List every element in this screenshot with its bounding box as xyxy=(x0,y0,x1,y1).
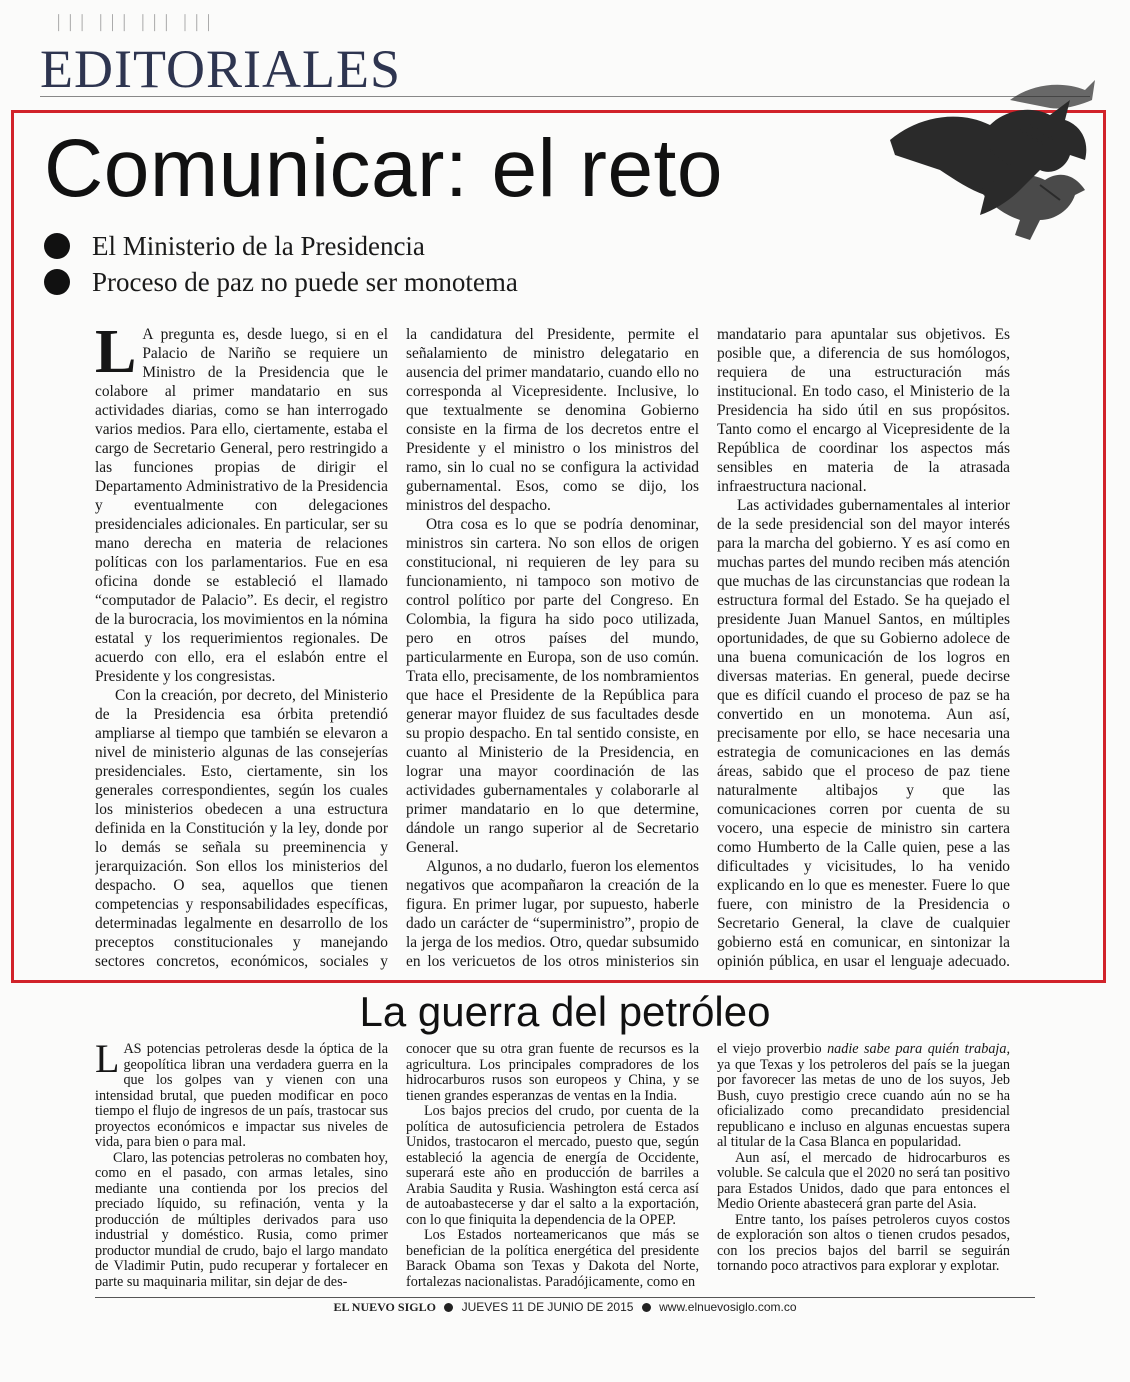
paragraph: Los bajos precios del crudo, por cuenta de la política de autosuficiencia petrolera de Estados Unidos, trastocaron el mercado, puesto que, según estableció la agencia de energía de Occidente, superará este año en producción de barriles a Arabia Saudita y Rusia. Washington está cerca así de autoabastecerse y dar el salto a la exportación, con lo que finiquita la dependencia de la OPEP. xyxy=(406,1103,699,1228)
paragraph: Otra cosa es lo que se podría denominar, ministros sin cartera. No son ellos de origen constitucional, ni requieren de ley para su funcionamiento, ni tampoco son motivo de control político por parte del Congreso. En Colombia, la figura ha sido poco utilizada, pero en otros países del mundo, particularmente en Europa, son de uso común. Trata ello, precisamente, de los nombramientos que hace el Presidente de la República para generar mayor fluidez de sus facultades desde su propio despacho. En tal sentido consiste, en cuanto al Ministerio de la Presidencia, en lograr una mayor coordinación de las actividades gubernamentales y colaborarle al primer mandatario en lo que determine, dándole un rango superior al de Secretario General. xyxy=(406,516,699,856)
newspaper-name: EL NUEVO SIGLO xyxy=(333,1300,436,1314)
issue-date: JUEVES 11 DE JUNIO DE 2015 xyxy=(461,1300,634,1314)
website-link[interactable]: www.elnuevosiglo.com.co xyxy=(659,1300,797,1314)
editorial-column-1 xyxy=(95,325,388,970)
drop-cap: L xyxy=(95,1042,120,1081)
bullet-icon xyxy=(642,1303,651,1312)
summary-bullet xyxy=(44,264,518,300)
article-column-2 xyxy=(406,1042,699,1292)
paragraph: LAS potencias petroleras desde la óptica de la geopolítica libran una verdadera guerra en la que los golpes van y vienen con una intensidad brutal, que pueden modificar en poco tiempo el flujo de ingresos de un país, trastocar sus proyectos económicos e impactar sus niveles de vida, para bien o para mal. xyxy=(95,1042,388,1150)
paragraph: el viejo proverbio nadie sabe para quién trabaja, ya que Texas y los petroleros del país se la juegan por favorecer las metas de uno de los suyos, Jeb Bush, cuyo prestigio crece cuando aún no se ha oficializado como precandidato presidencial republicano e incluso en algunas encuestas supera al titular de la Casa Blanca en popularidad. xyxy=(717,1042,1010,1150)
second-article-body xyxy=(95,1042,1010,1292)
editorial-headline: Comunicar: el reto xyxy=(44,123,723,214)
paragraph: L A pregunta es, desde luego, si en el Palacio de Nariño se requiere un Ministro de la Presidencia que le colabore al primer mandatario en sus actividades diarias, como se han interrogado varios medios. Para ello, ciertamente, estaba el cargo de Secretario General, pero restringido a las funciones propias de dirigir el Departamento Administrativo de la Presidencia y eventualmente con delegaciones presidenciales adicionales. En particular, ser su mano derecha en materia de relaciones políticas con los parlamentarios. Fue en esa oficina donde se estableció el llamado “computador de Palacio”. Es decir, el registro de la burocracia, los movimientos en la nómina estatal y los requerimientos regionales. De acuerdo con ello, era el eslabón entre el Presidente y los congresistas. xyxy=(95,325,388,685)
bullet-icon xyxy=(44,269,70,295)
summary-bullet xyxy=(44,228,518,264)
editorial-column-3 xyxy=(717,325,1010,970)
paragraph: Los Estados norteamericanos que más se benefician de la política energética del presidente Barack Obama son Texas y Dakota del Norte, fortalezas nacionalistas. Paradójicamente, como en xyxy=(406,1227,699,1290)
article-column-1 xyxy=(95,1042,388,1292)
bullet-text: El Ministerio de la Presidencia xyxy=(92,230,425,261)
paragraph: Aun así, el mercado de hidrocarburos es voluble. Se calcula que el 2020 no será tan positivo para Estados Unidos, dado que para entonces el Medio Oriente abastecerá gran parte del Asia. xyxy=(717,1149,1010,1212)
second-article-headline: La guerra del petróleo xyxy=(359,988,771,1035)
paragraph: Con la creación, por decreto, del Ministerio de la Presidencia esa órbita pretendió ampliarse al tiempo que también se elevaron a nivel de ministerio algunas de las consejerías presidenciales. Esto, ciertamente, sin los generales correspondientes, según los cuales los ministerios obedecen a una estructura definida en la Constitución y la ley, donde por lo demás se señala su preeminencia y jerarquización. Son ellos los ministerios del despacho. O sea, aquellos que tienen competencias y responsabilidades específicas, determinadas legalmente en desarrollo de los preceptos constitucionales y manejando sectores concretos, económicos, sociales y xyxy=(95,687,388,970)
editorial-column-2 xyxy=(406,325,699,970)
drop-cap: L xyxy=(95,325,137,386)
paragraph: Algunos, a no dudarlo, fueron los elementos negativos que acompañaron la creación de la figura. En primer lugar, por supuesto, haberle dado un carácter de “superministro”, propio de la jerga de los medios. Otro, quedar subsumido en los vericuetos de los otros ministerios sin xyxy=(406,858,699,970)
paragraph: Entre tanto, los países petroleros cuyos costos de exploración son altos o tienen crudos pesados, con los precios bajos del barril se seguirán tornando poco atractivos para explorar y explotar. xyxy=(717,1211,1010,1274)
article-column-3 xyxy=(717,1042,1010,1292)
bullet-text: Proceso de paz no puede ser monotema xyxy=(92,266,518,297)
bullet-icon xyxy=(444,1303,453,1312)
paragraph: la candidatura del Presidente, permite el señalamiento de ministro delegatario en ausencia del primer mandatario, cuando ello no corresponda al Vicepresidente. Inclusive, lo que textualmente se denomina Gobierno consiste en la firma de los decretos entre el Presidente y el ministro o los ministros del ramo, sin lo cual no se configura la actividad gubernamental. Esos, como se dijo, los ministros del despacho. xyxy=(406,326,699,514)
editorial-body xyxy=(95,325,1010,970)
page-footer xyxy=(0,1300,1130,1315)
horses-illustration-icon xyxy=(870,70,1100,260)
divider xyxy=(95,1297,1035,1298)
editorial-summary-bullets xyxy=(44,228,518,300)
bullet-icon xyxy=(44,233,70,259)
print-registration-marks: │││ │││ │││ │││ xyxy=(55,14,217,30)
paragraph: Las actividades gubernamentales al interior de la sede presidencial son del mayor interés para la marcha del gobierno. Y es así como en muchas partes del mundo reciben más atención que muchas de las circunstancias que rodean la estructura formal del Estado. Se ha quejado el presidente Juan Manuel Santos, en múltiples oportunidades, de que su Gobierno adolece de una buena comunicación de los logros en diversas materias. En general, puede decirse que es difícil cuando el proceso de paz se ha convertido en un monotema. Aun así, precisamente por ello, se hace necesaria una estrategia de comunicaciones en las demás áreas, sabido que el proceso de paz tiene naturalmente altibajos y que las comunicaciones corren por cuenta de su vocero, una especie de ministro sin cartera como Humberto de la Calle quien, pese a las dificultades y vicisitudes, lo ha venido explicando en lo que es menester. Fuere lo que fuere, con ministro de la Presidencia o Secretario General, la clave de cualquier gobierno está en comunicar, en sintonizar la opinión pública, en usar el lenguaje adecuado. xyxy=(717,497,1010,970)
paragraph: conocer que su otra gran fuente de recursos es la agricultura. Los principales compradores de los hidrocarburos rusos son europeos y China, y se tienen grandes esperanzas de ventas en la India. xyxy=(406,1042,699,1104)
paragraph: Claro, las potencias petroleras no combaten hoy, como en el pasado, con armas letales, sino mediante una contienda por los precios del preciado líquido, su refinación, venta y la producción de múltiples derivados para uso industrial y doméstico. Rusia, como primer productor mundial de crudo, bajo el largo mandato de Vladimir Putin, pudo recuperar y fortalecer en parte su maquinaria militar, sin dejar de des- xyxy=(95,1149,388,1290)
section-label: EDITORIALES xyxy=(40,39,401,99)
italic-proverb: nadie sabe para quién trabaja, xyxy=(827,1042,1010,1057)
paragraph: mandatario para apuntalar sus objetivos. Es posible que, a diferencia de sus homólogos, requiera de una estructuración más institucional. En todo caso, el Ministerio de la Presidencia ha sido útil en sus propósitos. Tanto como el encargo al Vicepresidente de la República de coordinar los aspectos más sensibles en materia de la atrasada infraestructura nacional. xyxy=(717,326,1010,495)
